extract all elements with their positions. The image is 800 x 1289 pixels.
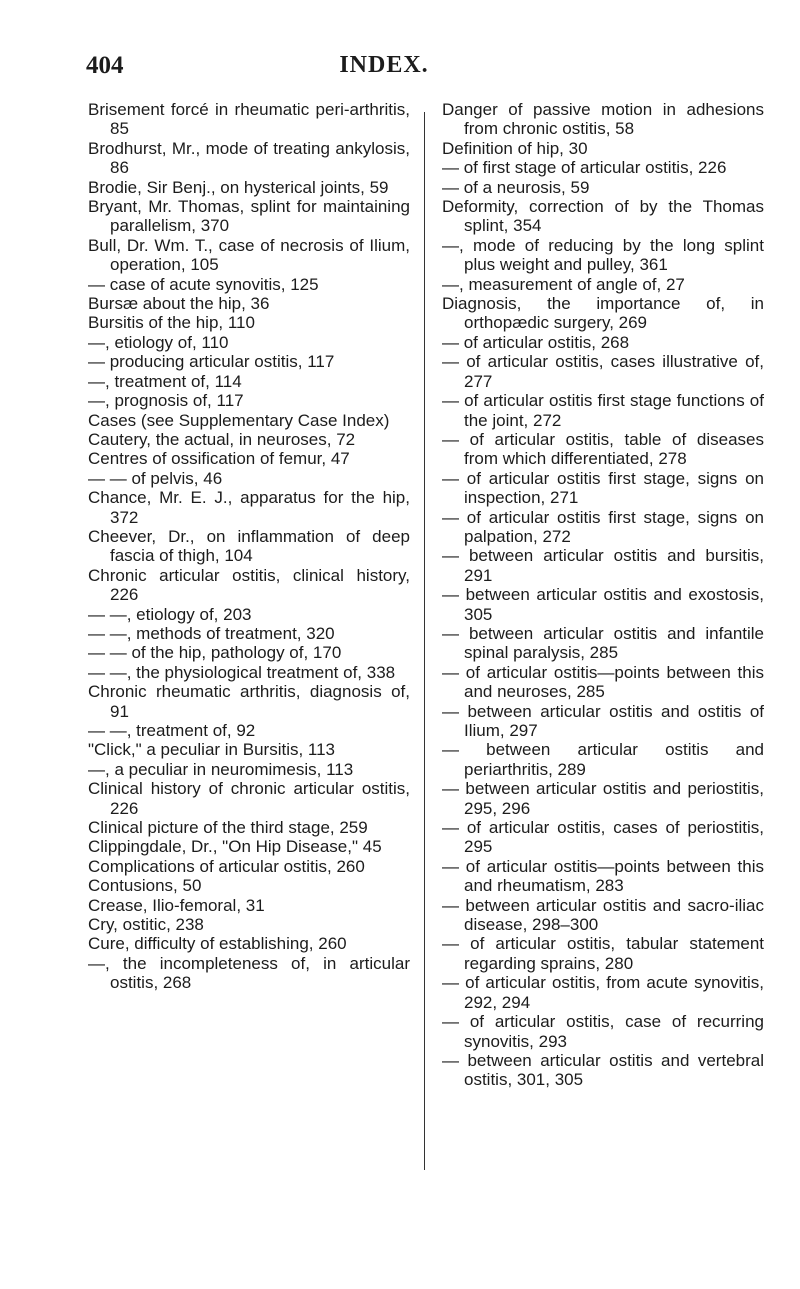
index-entry: "Click," a peculiar in Bursitis, 113 <box>88 740 336 760</box>
index-entry: —, the incompleteness of, in articular ostitis, 268 <box>88 953 410 993</box>
index-entry: — —, etiology of, 203 <box>88 604 252 624</box>
index-entry: Centres of ossification of femur, 47 <box>88 449 350 469</box>
index-column-left <box>88 100 410 993</box>
index-entry: —, treatment of, 114 <box>88 371 242 391</box>
index-entry: —, prognosis of, 117 <box>88 391 244 411</box>
index-entry: Bryant, Mr. Thomas, splint for maintaining parallelism, 370 <box>88 197 410 236</box>
index-entry: Cheever, Dr., on inflammation of deep fascia of thigh, 104 <box>88 526 410 566</box>
index-entry: — between articular ostitis and exostosis, 305 <box>442 585 764 624</box>
index-entry: Definition of hip, 30 <box>442 138 588 158</box>
index-entry: —, a peculiar in neuromimesis, 113 <box>88 759 354 779</box>
index-entry: — of a neurosis, 59 <box>442 177 590 197</box>
index-entry: Complications of articular ostitis, 260 <box>88 856 365 876</box>
index-entry: — — of pelvis, 46 <box>88 468 223 488</box>
index-entry: — —, the physiological treatment of, 338 <box>88 662 396 682</box>
index-entry: Bursitis of the hip, 110 <box>88 313 255 333</box>
index-entry: —, measurement of angle of, 27 <box>442 274 685 294</box>
index-entry: Diagnosis, the importance of, in orthopædic surgery, 269 <box>442 294 764 333</box>
index-entry: Danger of passive motion in adhesions from chronic ostitis, 58 <box>442 100 764 139</box>
index-entry: —, etiology of, 110 <box>88 332 229 352</box>
index-entry: — of articular ostitis—points between this and rheumatism, 283 <box>442 856 764 896</box>
index-entry: — case of acute synovitis, 125 <box>88 274 319 294</box>
index-entry: Contusions, 50 <box>88 876 202 896</box>
column-divider <box>424 112 425 1170</box>
index-entry: — of articular ostitis, cases of periostitis, 295 <box>442 818 764 857</box>
index-entry: — between articular ostitis and periarthritis, 289 <box>442 740 764 779</box>
index-column-right <box>442 100 764 1090</box>
index-entry: Chronic rheumatic arthritis, diagnosis of, 91 <box>88 682 410 721</box>
index-entry: Brodhurst, Mr., mode of treating ankylosis, 86 <box>88 138 410 178</box>
index-entry: — of first stage of articular ostitis, 226 <box>442 158 727 178</box>
index-entry: — of articular ostitis first stage, signs on inspection, 271 <box>442 468 764 508</box>
index-entry: Cry, ostitic, 238 <box>88 915 204 935</box>
index-entry: Clippingdale, Dr., "On Hip Disease," 45 <box>88 837 382 857</box>
index-entry: — producing articular ostitis, 117 <box>88 352 335 372</box>
index-entry: Bull, Dr. Wm. T., case of necrosis of Ilium, operation, 105 <box>88 235 410 275</box>
index-entry: — —, methods of treatment, 320 <box>88 623 335 643</box>
index-entry: Cure, difficulty of establishing, 260 <box>88 934 347 954</box>
index-entry: Bursæ about the hip, 36 <box>88 294 270 314</box>
index-entry: — between articular ostitis and bursitis, 291 <box>442 546 764 585</box>
index-entry: Cases (see Supplementary Case Index) <box>88 410 390 430</box>
index-entry: — of articular ostitis, case of recurring synovitis, 293 <box>442 1012 764 1051</box>
page-header <box>86 52 682 86</box>
index-entry: Chance, Mr. E. J., apparatus for the hip, 372 <box>88 488 410 527</box>
index-entry: — of articular ostitis—points between this and neuroses, 285 <box>442 662 764 702</box>
index-entry: Crease, Ilio-femoral, 31 <box>88 895 265 915</box>
index-entry: Clinical history of chronic articular ostitis, 226 <box>88 779 410 818</box>
index-entry: — of articular ostitis, tabular statement regarding sprains, 280 <box>442 934 764 973</box>
index-entry: — of articular ostitis, cases illustrative of, 277 <box>442 352 764 391</box>
index-entry: — between articular ostitis and periostitis, 295, 296 <box>442 779 764 818</box>
index-entry: — of articular ostitis first stage, signs on palpation, 272 <box>442 507 764 546</box>
page-number: 404 <box>86 52 124 79</box>
index-entry: Cautery, the actual, in neuroses, 72 <box>88 429 356 449</box>
running-head: INDEX. <box>339 52 429 78</box>
index-entry: Deformity, correction of by the Thomas splint, 354 <box>442 197 764 236</box>
index-entry: — of articular ostitis, table of diseases from which differentiated, 278 <box>442 429 764 469</box>
index-entry: Chronic articular ostitis, clinical history, 226 <box>88 565 410 605</box>
index-entry: — —, treatment of, 92 <box>88 721 256 740</box>
index-entry: — of articular ostitis, 268 <box>442 332 630 352</box>
index-entry: — between articular ostitis and vertebral ostitis, 301, 305 <box>442 1050 764 1090</box>
index-entry: — of articular ostitis first stage functions of the joint, 272 <box>442 391 764 430</box>
index-entry: — between articular ostitis and sacro-iliac disease, 298–300 <box>442 895 764 935</box>
index-entry: — between articular ostitis and infantile spinal paralysis, 285 <box>442 623 764 663</box>
index-entry: Clinical picture of the third stage, 259 <box>88 818 368 838</box>
index-entry: Brisement forcé in rheumatic peri-arthritis, 85 <box>88 100 410 139</box>
index-entry: — between articular ostitis and ostitis of Ilium, 297 <box>442 701 764 740</box>
index-entry: Brodie, Sir Benj., on hysterical joints, 59 <box>88 177 389 197</box>
index-entry: —, mode of reducing by the long splint plus weight and pulley, 361 <box>442 235 764 275</box>
index-entry: — of articular ostitis, from acute synovitis, 292, 294 <box>442 973 764 1012</box>
index-entry: — — of the hip, pathology of, 170 <box>88 643 342 663</box>
